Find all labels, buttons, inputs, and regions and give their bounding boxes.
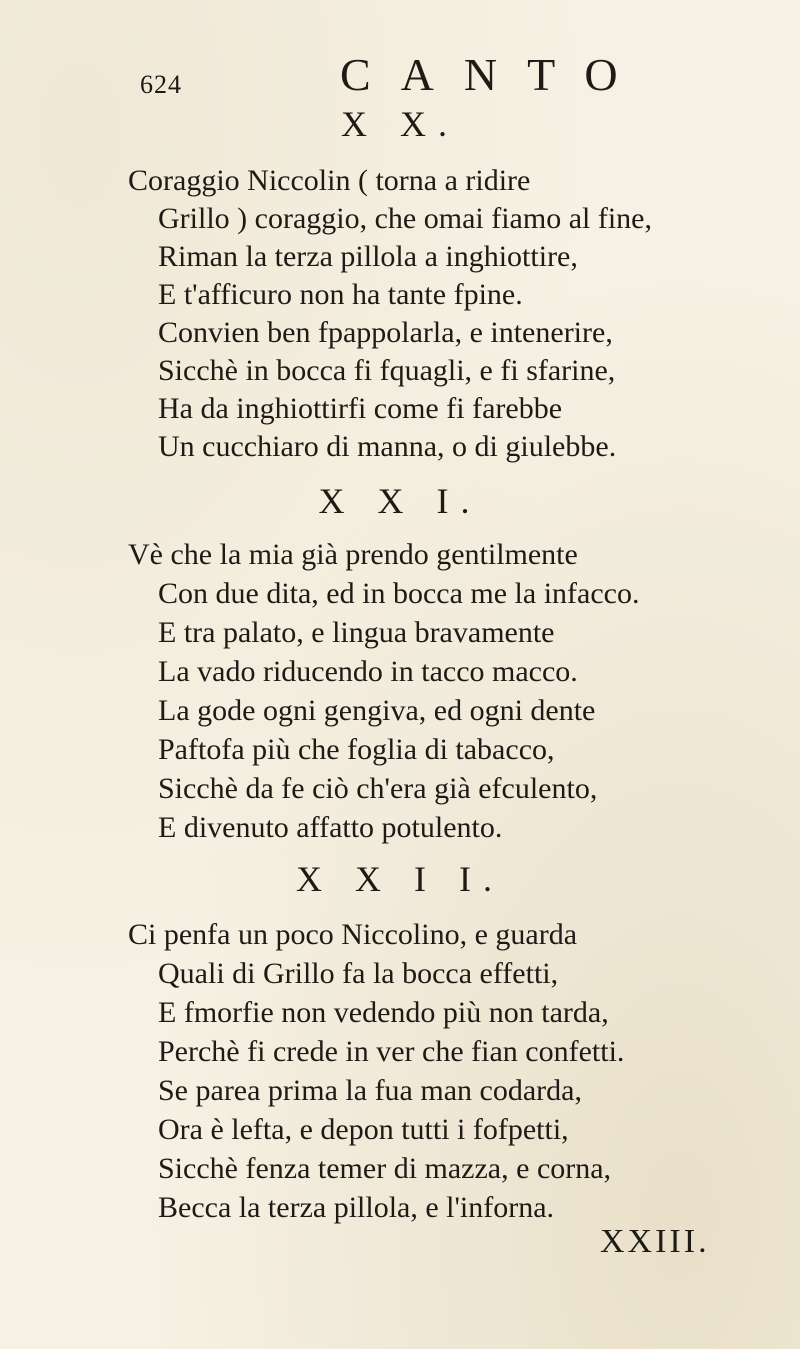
verse-line: La vado riducendo in tacco macco. bbox=[158, 655, 578, 688]
stanza-number: X X I. bbox=[318, 481, 482, 521]
verse-line: Ci penfa un poco Niccolino, e guarda bbox=[128, 918, 578, 951]
verse-line: Se parea prima la fua man codarda, bbox=[158, 1074, 582, 1107]
verse-line: Paftofa più che foglia di tabacco, bbox=[158, 733, 555, 766]
verse-line: Con due dita, ed in bocca me la infacco. bbox=[158, 577, 640, 610]
verse-line: E fmorfie non vedendo più non tarda, bbox=[158, 996, 609, 1029]
verse-line: Sicchè fenza temer di mazza, e corna, bbox=[158, 1152, 612, 1185]
verse-line: Ha da inghiottirfi come fi farebbe bbox=[158, 392, 563, 425]
verse-line: Convien ben fpappolarla, e intenerire, bbox=[158, 316, 613, 349]
verse-line: Un cucchiaro di manna, o di giulebbe. bbox=[158, 430, 617, 463]
page-header bbox=[0, 38, 800, 98]
verse-line: E t'afficuro non ha tante fpine. bbox=[158, 278, 523, 311]
verse-line: Riman la terza pillola a inghiottire, bbox=[158, 240, 578, 273]
verse-line: Perchè fi crede in ver che fian confetti. bbox=[158, 1035, 625, 1068]
verse-line: Ora è lefta, e depon tutti i fofpetti, bbox=[158, 1113, 569, 1146]
verse-line: Coraggio Niccolin ( torna a ridire bbox=[128, 164, 531, 197]
verse-line: Sicchè da fe ciò ch'era già efculento, bbox=[158, 772, 598, 805]
verse-line: Sicchè in bocca fi fquagli, e fi sfarine, bbox=[158, 354, 616, 387]
verse-line: Grillo ) coraggio, che omai fiamo al fine, bbox=[158, 202, 652, 235]
running-title: CANTO bbox=[340, 49, 648, 100]
stanza-number: X X. bbox=[341, 104, 459, 144]
verse-line: Becca la terza pillola, e l'inforna. bbox=[158, 1191, 555, 1224]
catchword: XXIII. bbox=[600, 1223, 710, 1260]
page-number: 624 bbox=[140, 70, 182, 99]
verse-line: Quali di Grillo fa la bocca effetti, bbox=[158, 957, 559, 990]
stanza-number: X X I I. bbox=[296, 859, 504, 899]
verse-line: La gode ogni gengiva, ed ogni dente bbox=[158, 694, 596, 727]
verse-line: E tra palato, e lingua bravamente bbox=[158, 616, 555, 649]
verse-line: E divenuto affatto potulento. bbox=[158, 811, 503, 844]
verse-line: Vè che la mia già prendo gentilmente bbox=[128, 538, 578, 571]
